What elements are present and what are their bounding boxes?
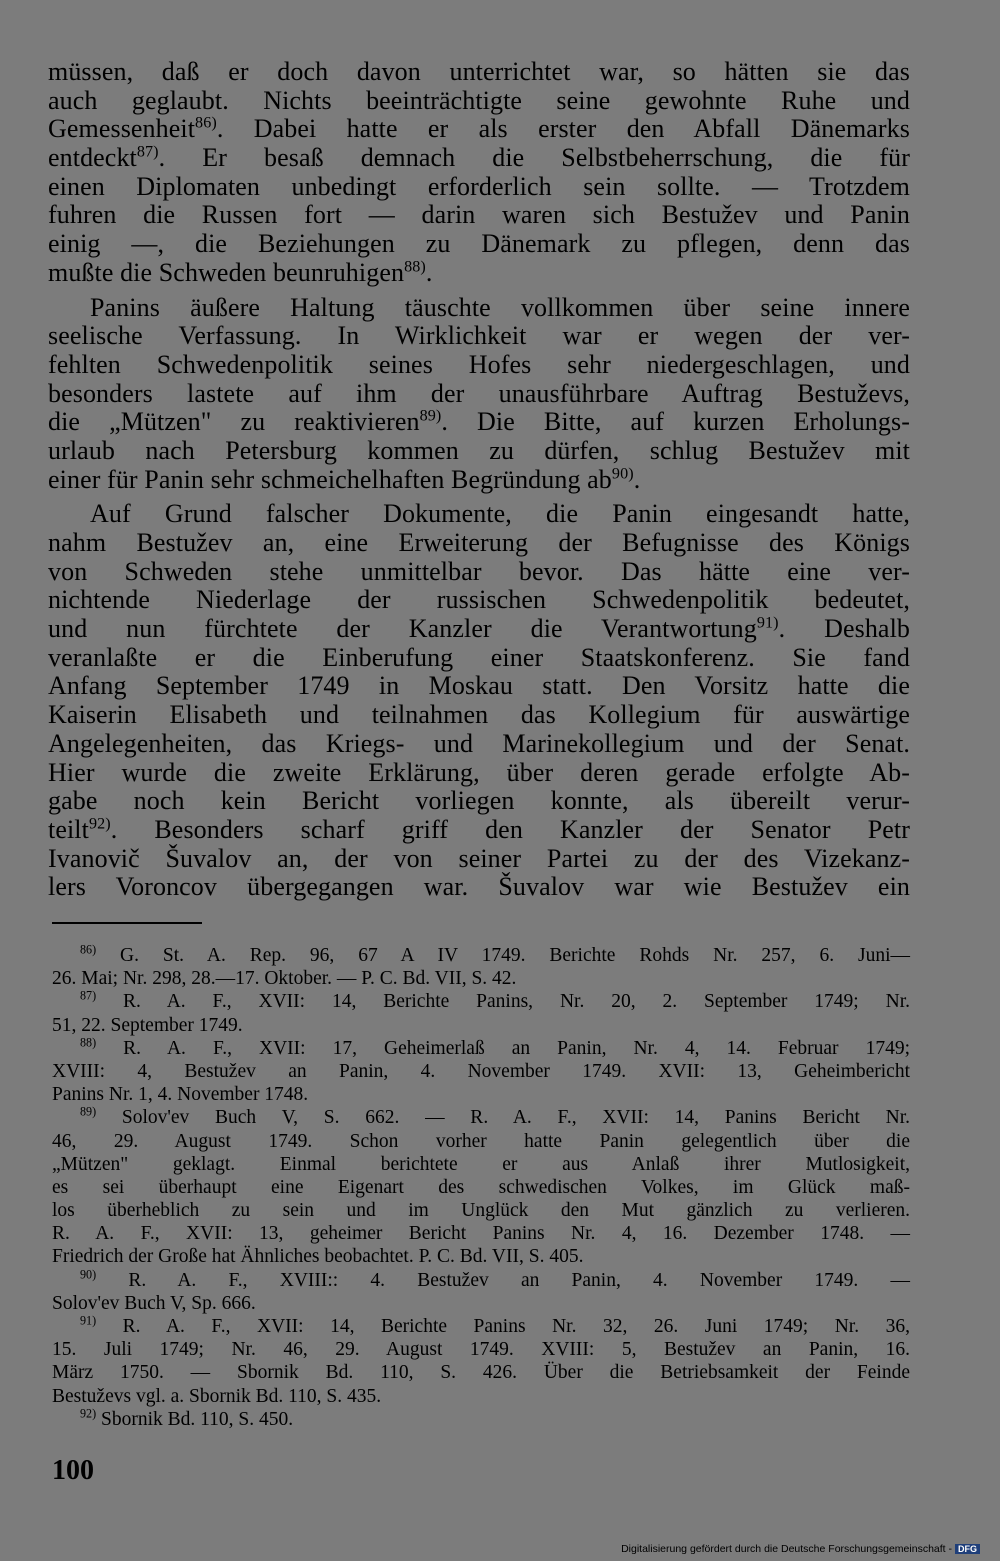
text-line: seelische Verfassung. In Wirklichkeit war er wegen der ver-: [48, 321, 910, 351]
footnote-ref[interactable]: 91): [756, 614, 779, 632]
footnote-ref[interactable]: 86): [195, 114, 217, 132]
footnote-86: $^{86)}$ G. St. A. Rep. 96, 67 A IV 1749. Berichte Rohds Nr. 257, 6. Juni—: [80, 942, 910, 966]
text-line: mußte die Schweden beunruhigen$^{88)}$.: [48, 257, 433, 287]
text-line: veranlaßte er die Einberufung einer Staatskonferenz. Sie fand: [48, 642, 910, 672]
text-line: fehlten Schwedenpolitik seines Hofes sehr niedergeschlagen, und: [48, 349, 910, 379]
text-line: nahm Bestužev an, eine Erweiterung der Befugnisse des Königs: [48, 528, 910, 557]
text-line: fuhren die Russen fort — darin waren sich Bestužev und Panin: [48, 200, 910, 230]
footnote-91: $^{91)}$ R. A. F., XVII: 14, Berichte Panins Nr. 32, 26. Juni 1749; Nr. 36,: [80, 1313, 910, 1337]
footnote-line: Panins Nr. 1, 4. November 1748.: [52, 1084, 309, 1106]
text-line: die „Mützen" zu reaktivieren$^{89)}$. Die Bitte, auf kurzen Erholungs-: [48, 407, 910, 437]
footnote-line: März 1750. — Sbornik Bd. 110, S. 426. Über die Betriebsamkeit der Feinde: [52, 1362, 910, 1384]
footnote-ref[interactable]: 88): [404, 258, 426, 276]
footnote-line: 46, 29. August 1749. Schon vorher hatte Panin gelegentlich über die: [52, 1130, 910, 1152]
footnote-line: 15. Juli 1749; Nr. 46, 29. August 1749. XVIII: 5, Bestužev an Panin, 16.: [52, 1339, 910, 1361]
text-line: entdeckt$^{87)}$. Er besaß demnach die Selbstbeherrschung, die für: [48, 143, 910, 173]
text-line: gabe noch kein Bericht vorliegen konnte, als übereilt verur-: [48, 786, 910, 816]
text-line: Kaiserin Elisabeth und teilnahmen das Kollegium für auswärtige: [48, 700, 910, 730]
footnote-line: Solov'ev Buch V, Sp. 666.: [52, 1292, 256, 1314]
text-line: und nun fürchtete der Kanzler die Verantwortung$^{91)}$. Deshalb: [48, 614, 910, 644]
text-line: Hier wurde die zweite Erklärung, über deren gerade erfolgte Ab-: [48, 757, 910, 787]
text-line: besonders lastete auf ihm der unausführbare Auftrag Bestuževs,: [48, 378, 910, 408]
text-line: urlaub nach Petersburg kommen zu dürfen, schlug Bestužev mit: [48, 435, 910, 465]
text-line: Auf Grund falscher Dokumente, die Panin eingesandt hatte,: [90, 499, 910, 529]
text-line: Panins äußere Haltung täuschte vollkommen über seine innere: [90, 292, 910, 322]
footnote-ref[interactable]: 90): [611, 464, 634, 482]
footnote-line: 51, 22. September 1749.: [52, 1014, 243, 1036]
dfg-logo: DFG: [955, 1544, 980, 1554]
digitization-credit: Digitalisierung gefördert durch die Deutsche Forschungsgemeinschaft - DFG: [621, 1543, 980, 1555]
text-line: auch geglaubt. Nichts beeinträchtigte seine gewohnte Ruhe und: [48, 85, 910, 115]
footnote-92: $^{92)}$ Sbornik Bd. 110, S. 450.: [80, 1406, 294, 1430]
footnote-divider: [52, 922, 202, 924]
text-line: einig —, die Beziehungen zu Dänemark zu pflegen, denn das: [48, 229, 910, 259]
footnote-ref[interactable]: 89): [419, 407, 442, 425]
footnote-90: $^{90)}$ R. A. F., XVIII:: 4. Bestužev an Panin, 4. November 1749. —: [80, 1267, 910, 1291]
footnote-line: es sei überhaupt eine Eigenart des schwedischen Volkes, im Glück maß-: [52, 1176, 910, 1198]
text-line: Ivanovič Šuvalov an, der von seiner Partei zu der des Vizekanz-: [48, 843, 910, 873]
footnote-88: $^{88)}$ R. A. F., XVII: 17, Geheimerlaß an Panin, Nr. 4, 14. Februar 1749;: [80, 1035, 910, 1059]
page-number: 100: [52, 1455, 94, 1486]
text-line: müssen, daß er doch davon unterrichtet war, so hätten sie das: [48, 57, 910, 86]
text-line: teilt$^{92)}$. Besonders scharf griff den Kanzler der Senator Petr: [48, 814, 910, 844]
footnotes: [52, 944, 910, 1431]
main-text: [48, 58, 910, 902]
footnote-line: Bestuževs vgl. a. Sbornik Bd. 110, S. 435.: [52, 1385, 382, 1407]
footnote-line: „Mützen" geklagt. Einmal berichtete er aus Anlaß ihrer Mutlosigkeit,: [52, 1153, 910, 1175]
text-line: Anfang September 1749 in Moskau statt. Den Vorsitz hatte die: [48, 671, 910, 701]
text-line: einer für Panin sehr schmeichelhaften Begründung $ab^{90)}$.: [48, 464, 641, 494]
footnote-ref[interactable]: 87): [136, 143, 159, 161]
text-line: nichtende Niederlage der russischen Schwedenpolitik bedeutet,: [48, 585, 910, 615]
footnote-87: $^{87)}$ R. A. F., XVII: 14, Berichte Panins, Nr. 20, 2. September 1749; Nr.: [80, 988, 910, 1013]
text-line: Angelegenheiten, das Kriegs- und Marinekollegium und der Senat.: [48, 728, 910, 758]
footnote-line: XVIII: 4, Bestužev an Panin, 4. November 1749. XVII: 13, Geheimbericht: [52, 1060, 910, 1082]
footnote-ref[interactable]: 92): [88, 815, 111, 833]
text-line: von Schweden stehe unmittelbar bevor. Das hätte eine ver-: [48, 556, 910, 586]
footnote-89: $^{89)}$ Solov'ev Buch V, S. 662. — R. A. F., XVII: 14, Panins Bericht Nr.: [80, 1104, 910, 1129]
text-line: einen Diplomaten unbedingt erforderlich sein sollte. — Trotzdem: [48, 171, 910, 201]
text-line: lers Voroncov übergegangen war. Šuvalov war wie Bestužev ein: [48, 872, 910, 902]
footnote-line: 26. Mai; Nr. 298, 28.—17. Oktober. — P. C. Bd. VII, S. 42.: [52, 968, 517, 990]
text-line: Gemessenheit$^{86)}$. Dabei hatte er als erster den Abfall Dänemarks: [48, 114, 910, 144]
footnote-line: R. A. F., XVII: 13, geheimer Bericht Panins Nr. 4, 16. Dezember 1748. —: [52, 1223, 910, 1245]
footnote-line: los überheblich zu sein und im Unglück den Mut gänzlich zu verlieren.: [52, 1200, 910, 1222]
footnote-line: Friedrich der Große hat Ähnliches beobachtet. P. C. Bd. VII, S. 405.: [52, 1246, 584, 1268]
